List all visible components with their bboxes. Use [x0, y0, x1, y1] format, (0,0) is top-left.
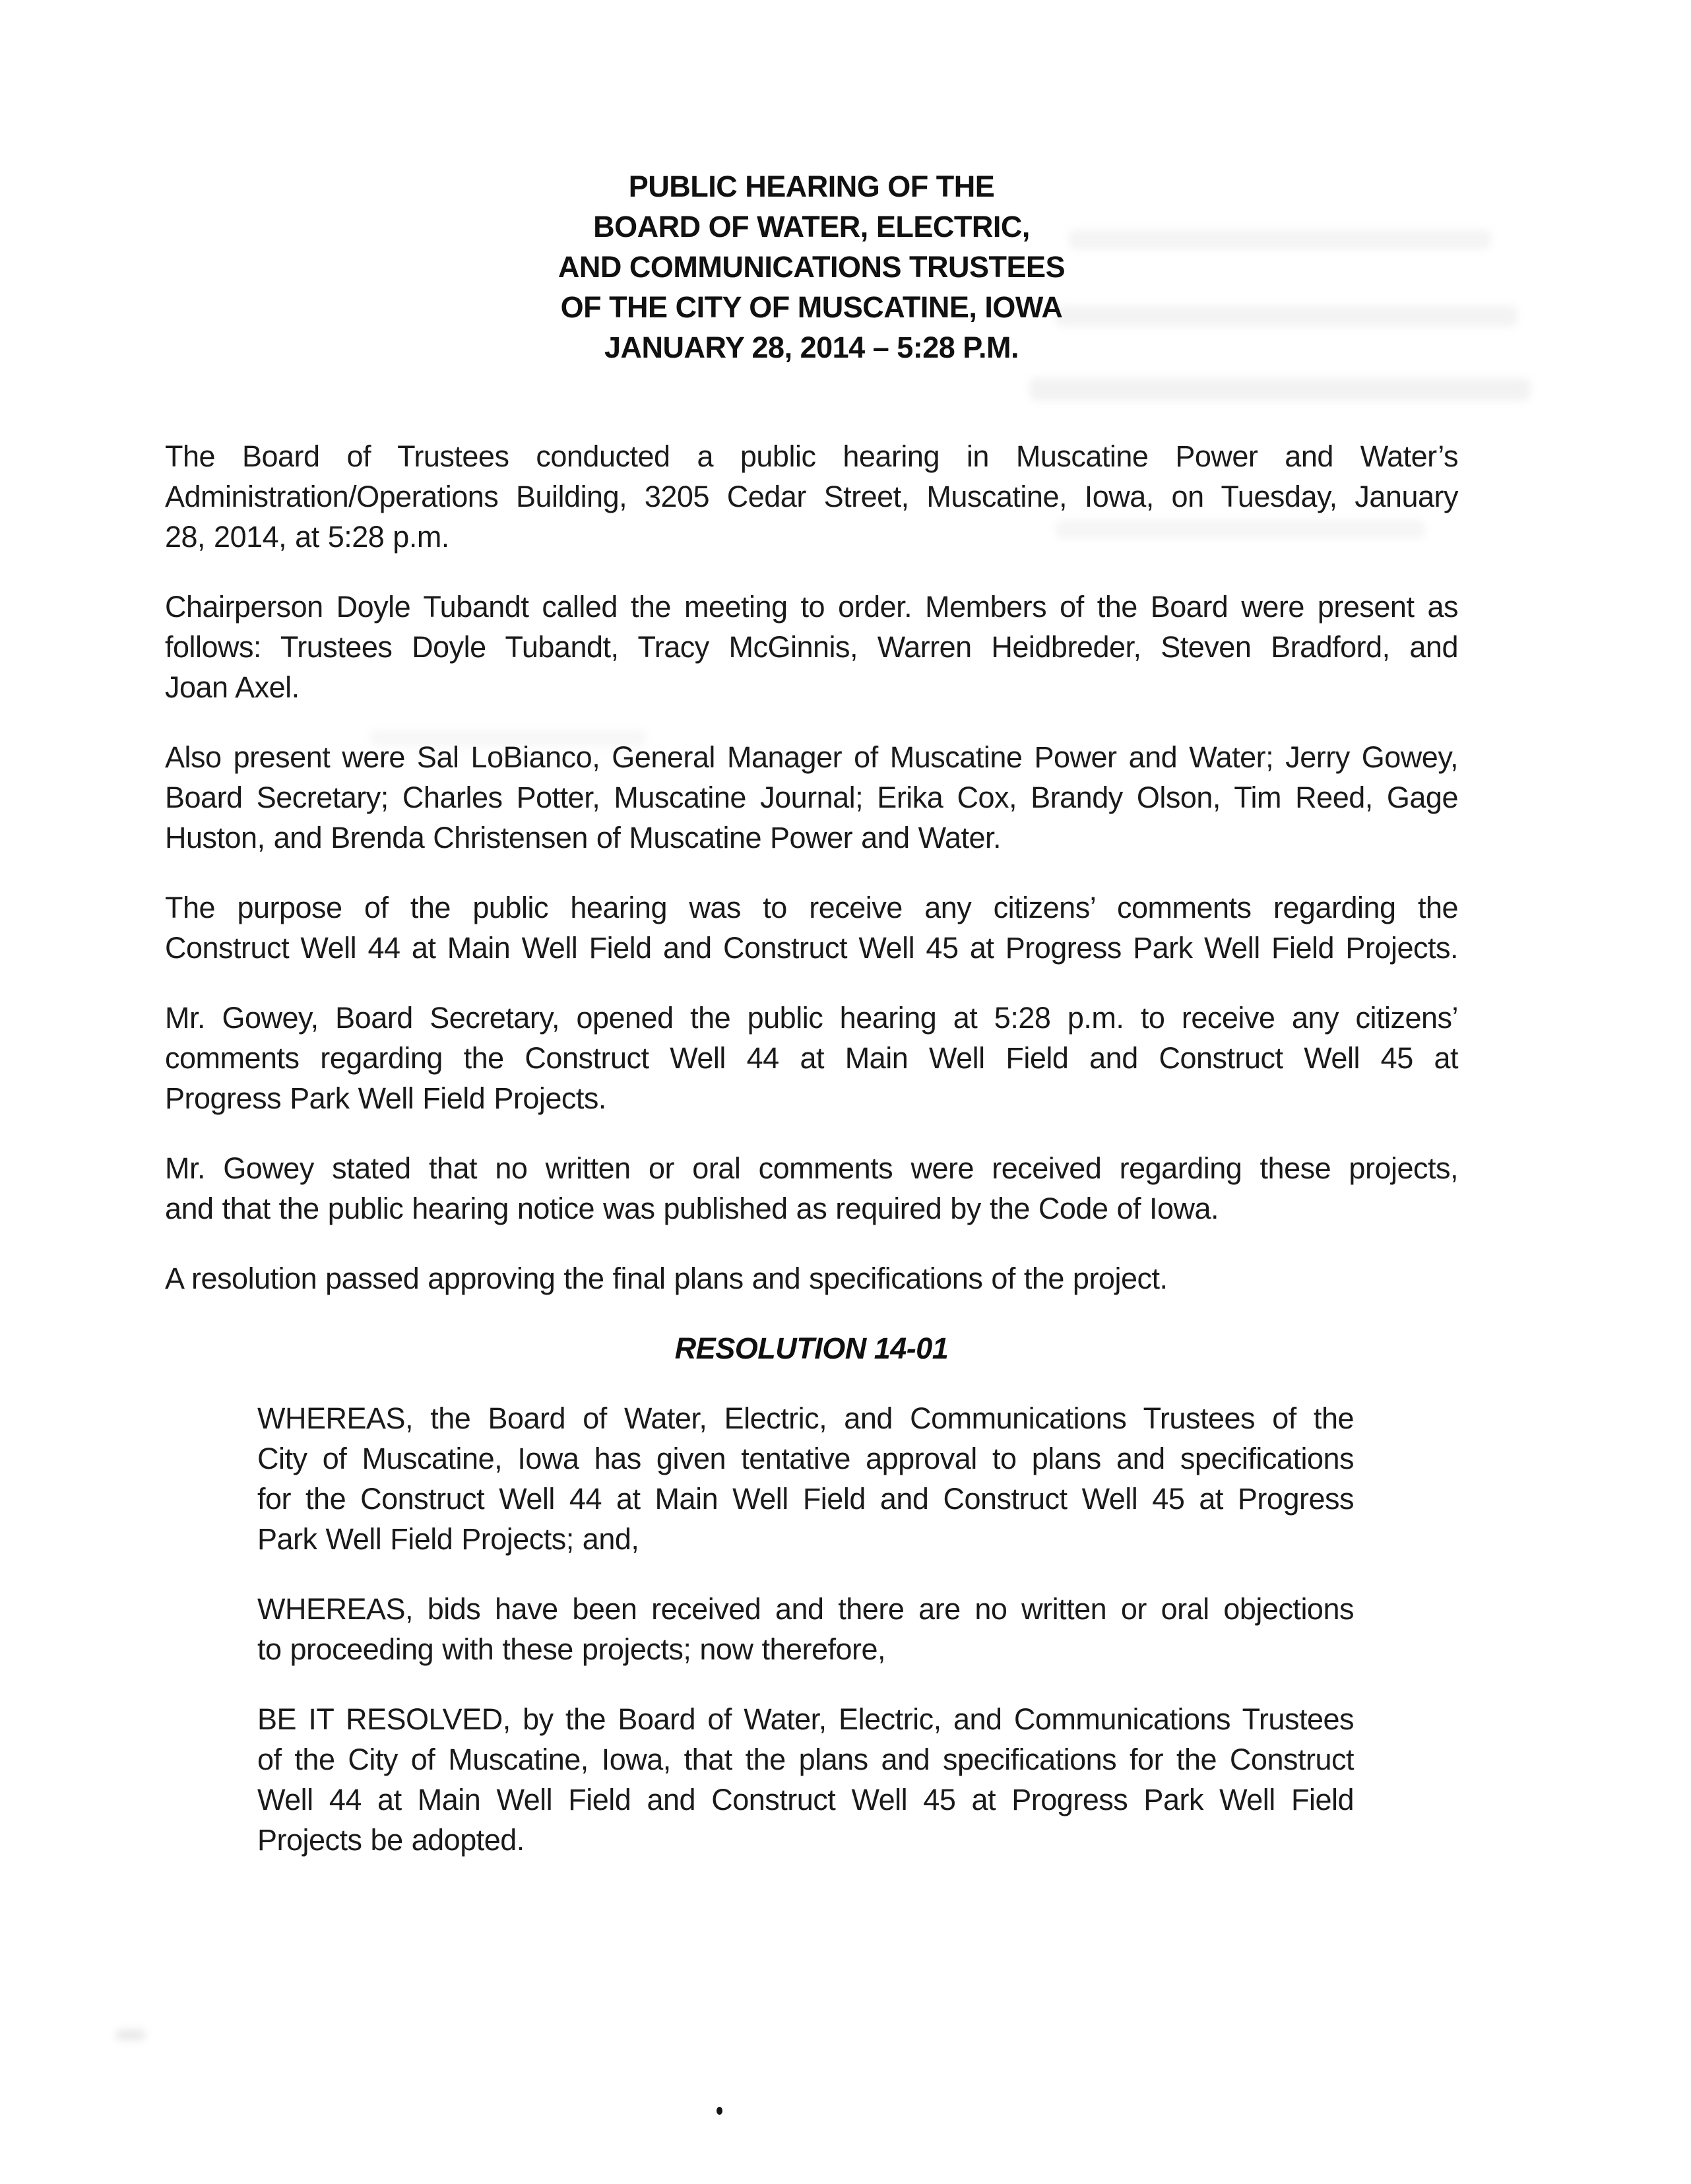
- paragraph-line: to proceeding with these projects; now therefore,: [257, 1632, 886, 1666]
- paragraph-line: follows: Trustees Doyle Tubandt, Tracy McGinnis, Warren Heidbreder, Steven Bradford, and: [165, 630, 1458, 664]
- heading-line: RESOLUTION 14-01: [674, 1332, 949, 1365]
- paragraph-line: Board Secretary; Charles Potter, Muscatine Journal; Erika Cox, Brandy Olson, Tim Reed, Gage: [165, 781, 1458, 814]
- paragraph-line: Also present were Sal LoBianco, General Manager of Muscatine Power and Water; Jerry Gowey,: [165, 740, 1458, 774]
- title-line: BOARD OF WATER, ELECTRIC,: [593, 210, 1030, 243]
- resolution-heading: [165, 1328, 1458, 1368]
- paragraph-3: [165, 737, 1458, 858]
- paragraph-line: Park Well Field Projects; and,: [257, 1522, 639, 1556]
- stray-ink-dot: [717, 2107, 722, 2115]
- title-line: JANUARY 28, 2014 – 5:28 P.M.: [604, 331, 1019, 364]
- paragraph-line: Progress Park Well Field Projects.: [165, 1081, 606, 1115]
- paragraph-line: of the City of Muscatine, Iowa, that the plans and specifications for the Construct: [257, 1743, 1354, 1776]
- paragraph-line: for the Construct Well 44 at Main Well Field and Construct Well 45 at Progress: [257, 1482, 1354, 1516]
- title-line: AND COMMUNICATIONS TRUSTEES: [558, 250, 1066, 284]
- paragraph-line: The purpose of the public hearing was to receive any citizens’ comments regarding the: [165, 891, 1458, 924]
- paragraph-line: A resolution passed approving the final plans and specifications of the project.: [165, 1262, 1168, 1295]
- paragraph-2: [165, 587, 1458, 707]
- paragraph-line: and that the public hearing notice was published as required by the Code of Iowa.: [165, 1192, 1219, 1225]
- paragraph-line: BE IT RESOLVED, by the Board of Water, Electric, and Communications Trustees: [257, 1702, 1354, 1736]
- paragraph-line: Projects be adopted.: [257, 1823, 525, 1857]
- paragraph-line: Mr. Gowey stated that no written or oral comments were received regarding these projects,: [165, 1151, 1458, 1185]
- title-line: PUBLIC HEARING OF THE: [628, 170, 995, 203]
- paragraph-line: Construct Well 44 at Main Well Field and Construct Well 45 at Progress Park Well Field Projects.: [165, 931, 1458, 965]
- paragraph-line: WHEREAS, the Board of Water, Electric, and Communications Trustees of the: [257, 1401, 1354, 1435]
- paragraph-line: Administration/Operations Building, 3205 Cedar Street, Muscatine, Iowa, on Tuesday, January: [165, 480, 1458, 513]
- document-title: [165, 166, 1458, 368]
- paragraph-line: Huston, and Brenda Christensen of Muscatine Power and Water.: [165, 821, 1002, 854]
- whereas-clause-2: [165, 1589, 1458, 1669]
- paragraph-line: 28, 2014, at 5:28 p.m.: [165, 520, 449, 554]
- paragraph-line: City of Muscatine, Iowa has given tentative approval to plans and specifications: [257, 1442, 1354, 1475]
- paragraph-line: Well 44 at Main Well Field and Construct Well 45 at Progress Park Well Field: [257, 1783, 1354, 1816]
- paragraph-line: Joan Axel.: [165, 670, 300, 704]
- scan-smudge-artifact: [116, 2030, 145, 2040]
- paragraph-5: [165, 998, 1458, 1118]
- paragraph-7: [165, 1258, 1458, 1299]
- paragraph-4: [165, 887, 1458, 968]
- be-it-resolved-clause: [165, 1699, 1458, 1860]
- paragraph-line: The Board of Trustees conducted a public hearing in Muscatine Power and Water’s: [165, 439, 1458, 473]
- title-line: OF THE CITY OF MUSCATINE, IOWA: [560, 290, 1063, 324]
- paragraph-line: comments regarding the Construct Well 44 at Main Well Field and Construct Well 45 at: [165, 1041, 1458, 1075]
- document-content: [165, 166, 1458, 1890]
- document-body: [165, 436, 1458, 1860]
- paragraph-1: [165, 436, 1458, 557]
- paragraph-6: [165, 1148, 1458, 1229]
- paragraph-line: WHEREAS, bids have been received and there are no written or oral objections: [257, 1592, 1354, 1626]
- paragraph-line: Mr. Gowey, Board Secretary, opened the public hearing at 5:28 p.m. to receive any citizens’: [165, 1001, 1458, 1035]
- whereas-clause-1: [165, 1398, 1458, 1559]
- paragraph-line: Chairperson Doyle Tubandt called the meeting to order. Members of the Board were present as: [165, 590, 1458, 624]
